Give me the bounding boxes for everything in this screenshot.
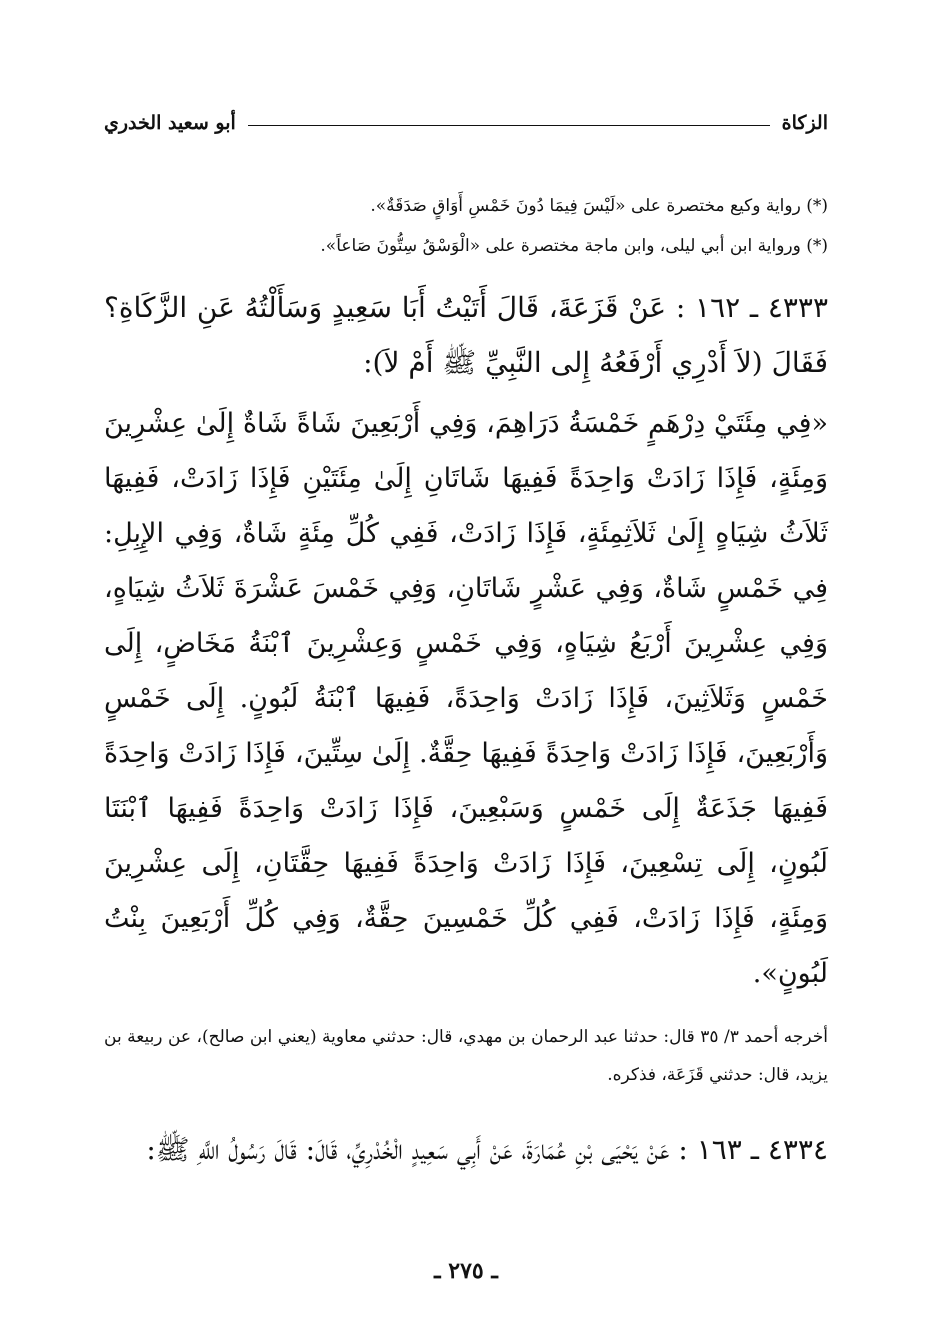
hadith-heading: ٤٣٣٤ ـ ١٦٣ : عَنْ يَحْيَى بْنِ عُمَارَةَ، عَنْ أَبِي سَعِيدٍ الْخُدْرِيِّ، قَالَ: قَالَ رَسُولُ اللَّهِ ﷺ: [146, 1133, 828, 1166]
footnotes [104, 186, 828, 266]
running-header [104, 104, 828, 134]
page-number: ـ ٢٧٥ ـ [434, 1258, 498, 1284]
hadith-text: «فِي مِئَتَيْ دِرْهَمٍ خَمْسَةُ دَرَاهِمَ، وَفِي أَرْبَعِينَ شَاةً شَاةٌ إِلَىٰ عِشْرِينَ وَمِئَةٍ، فَإِذَا زَادَتْ وَاحِدَةً فَفِيهَا شَاتَانِ إِلَىٰ مِئَتَيْنِ فَإِذَا زَادَتْ، فَفِيهَا ثَلاَثُ شِيَاهٍ إِلَىٰ ثَلاَثِمِئَةٍ، فَإِذَا زَادَتْ، فَفِي كُلِّ مِئَةٍ شَاةٌ، وَفِي الإِبِلِ: فِي خَمْسٍ شَاةٌ، وَفِي عَشْرٍ شَاتَانِ، وَفِي خَمْسَ عَشْرَةَ ثَلاَثُ شِيَاهٍ، وَفِي عِشْرِينَ أَرْبَعُ شِيَاهٍ، وَفِي خَمْسٍ وَعِشْرِينَ ٱبْنَةُ مَخَاضٍ، إِلَى خَمْسٍ وَثَلاَثِينَ، فَإِذَا زَادَتْ وَاحِدَةً، فَفِيهَا ٱبْنَةُ لَبُونٍ. إِلَى خَمْسٍ وَأَرْبَعِينَ، فَإِذَا زَادَتْ وَاحِدَةً فَفِيهَا حِقَّةٌ. إِلَىٰ سِتِّينَ، فَإِذَا زَادَتْ وَاحِدَةً فَفِيهَا جَذَعَةٌ إِلَى خَمْسٍ وَسَبْعِينَ، فَإِذَا زَادَتْ وَاحِدَةً فَفِيهَا ٱبْنَتَا لَبُونٍ، إِلَى تِسْعِينَ، فَإِذَا زَادَتْ وَاحِدَةً فَفِيهَا حِقَّتَانِ، إِلَى عِشْرِينَ وَمِئَةٍ، فَإِذَا زَادَتْ، فَفِي كُلِّ خَمْسِينَ حِقَّةٌ، وَفِي كُلِّ أَرْبَعِينَ بِنْتُ لَبُونٍ». [104, 408, 828, 989]
hadith-4334 [104, 1122, 828, 1177]
header-narrator-title: أبو سعيد الخدري [104, 112, 236, 134]
hadith-source [104, 1018, 828, 1094]
note-line: (*) ورواية ابن أبي ليلى، وابن ماجة مختصرة على «الْوَسْقُ سِتُّونَ صَاعاً». [320, 236, 828, 256]
hadith-4333 [104, 280, 828, 1001]
header-chapter-title: الزكاة [781, 112, 828, 134]
hadith-heading: ٤٣٣٣ ـ ١٦٢ : عَنْ قَزَعَةَ، قَالَ أَتَيْتُ أَبَا سَعِيدٍ وَسَأَلْتُهُ عَنِ الزَّكَاةِ؟ فَقَالَ (لاَ أَدْرِي أَرْفَعُهُ إِلى النَّبِيِّ ﷺ أَمْ لاَ): [104, 291, 828, 379]
note-line: (*) رواية وكيع مختصرة على «لَيْسَ فِيمَا دُونَ خَمْسِ أَوَاقٍ صَدَقَةٌ». [370, 196, 828, 216]
source-text: أخرجه أحمد ٣/ ٣٥ قال: حدثنا عبد الرحمان بن مهدي، قال: حدثني معاوية (يعني ابن صالح)، عن ربيعة بن يزيد، قال: حدثني قَزَعَة، فذكره. [104, 1027, 828, 1085]
header-rule [248, 125, 770, 126]
